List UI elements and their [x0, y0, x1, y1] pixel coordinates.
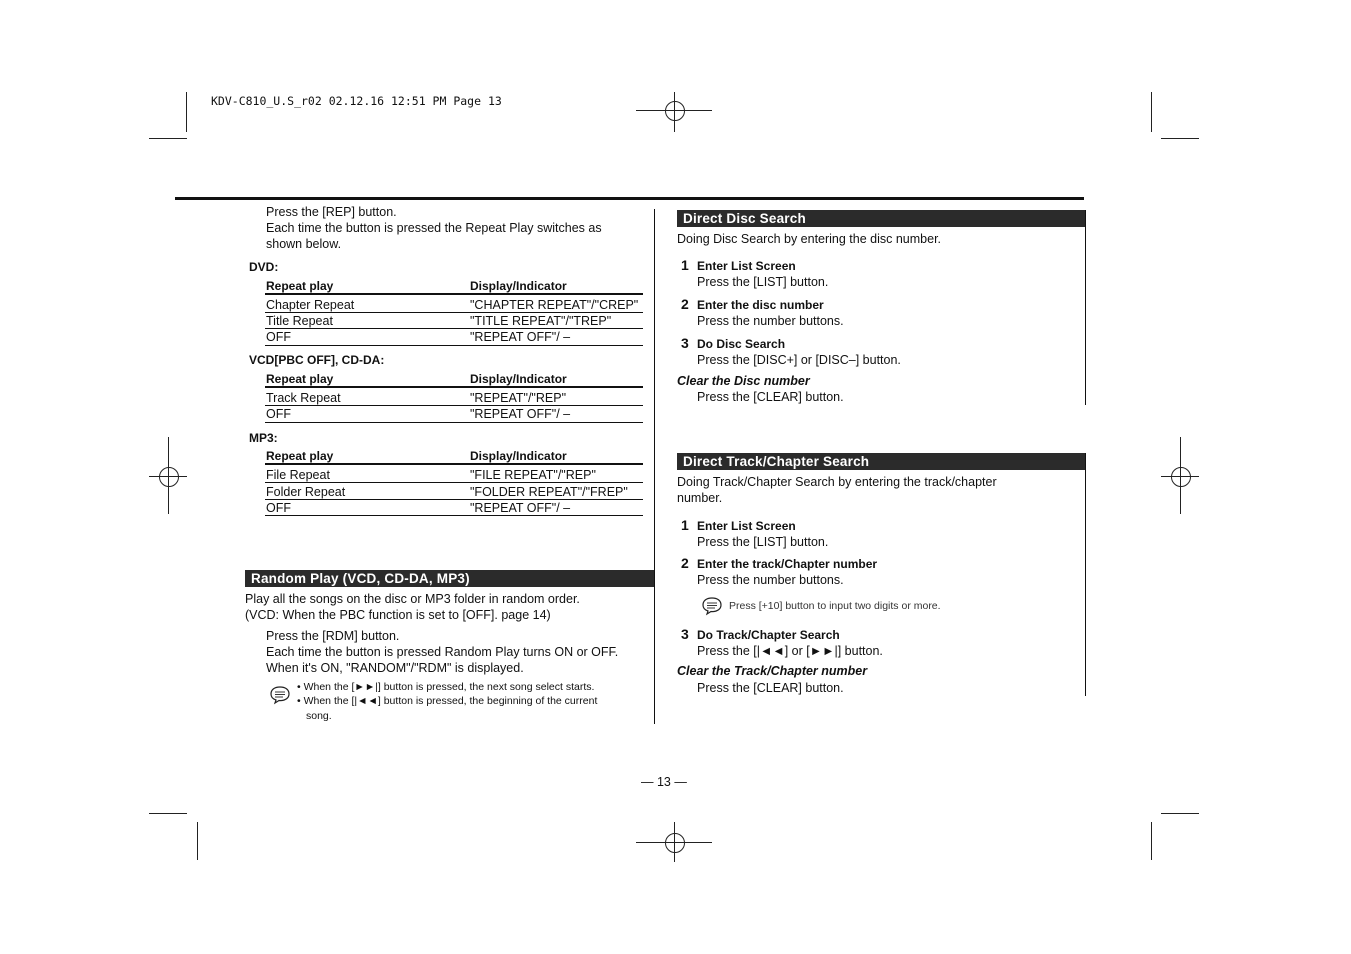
page-number: — 13 — [641, 775, 687, 789]
step-title: Enter the disc number [697, 298, 824, 312]
column-header-repeat: Repeat play [266, 279, 334, 293]
step-text: Press the number buttons. [697, 314, 844, 328]
table-rule [265, 293, 643, 295]
subheading: Clear the Track/Chapter number [677, 664, 868, 678]
table-rule [265, 463, 643, 465]
crop-mark [197, 822, 198, 860]
table-cell: Chapter Repeat [266, 298, 355, 312]
table-cell: "REPEAT OFF"/ – [470, 501, 571, 515]
section-rule [1085, 210, 1086, 405]
note-text: Press [+10] button to input two digits or more. [729, 600, 941, 612]
crop-mark [1151, 92, 1152, 132]
intro-text: Each time the button is pressed the Repeat Play switches as [266, 221, 602, 235]
mp3-label: MP3: [249, 431, 278, 445]
column-header-repeat: Repeat play [266, 449, 334, 463]
crop-mark [1151, 822, 1152, 860]
crop-mark [186, 92, 187, 132]
table-rule [265, 345, 643, 346]
body-text: Press the [CLEAR] button. [697, 681, 844, 695]
body-text: Play all the songs on the disc or MP3 folder in random order. [245, 592, 580, 606]
step-text: Press the [LIST] button. [697, 535, 829, 549]
section-rule [1085, 453, 1086, 696]
table-rule [265, 405, 643, 406]
crop-mark [149, 138, 187, 139]
registration-circle [1171, 467, 1191, 487]
table-cell: "REPEAT"/"REP" [470, 391, 567, 405]
subheading: Clear the Disc number [677, 374, 810, 388]
step-title: Enter List Screen [697, 519, 796, 533]
note-text: • When the [|◄◄] button is pressed, the beginning of the current [297, 695, 598, 707]
table-cell: "CHAPTER REPEAT"/"CREP" [470, 298, 639, 312]
body-text: (VCD: When the PBC function is set to [OFF]. page 14) [245, 608, 551, 622]
step-text: Press the [DISC+] or [DISC–] button. [697, 353, 901, 367]
section-title: Direct Track/Chapter Search [677, 453, 1086, 470]
column-header-display: Display/Indicator [470, 279, 567, 293]
table-cell: "FOLDER REPEAT"/"FREP" [470, 485, 628, 499]
note-text: • When the [►►|] button is pressed, the next song select starts. [297, 681, 595, 693]
table-cell: "REPEAT OFF"/ – [470, 330, 571, 344]
note-icon [269, 685, 291, 705]
section-title: Direct Disc Search [677, 210, 1086, 227]
table-cell: File Repeat [266, 468, 330, 482]
column-header-display: Display/Indicator [470, 372, 567, 386]
file-info: KDV-C810_U.S_r02 02.12.16 12:51 PM Page 13 [211, 94, 502, 108]
column-divider [654, 209, 655, 724]
step-text: Press the [|◄◄] or [►►|] button. [697, 644, 883, 658]
step-title: Enter the track/Chapter number [697, 557, 878, 571]
body-text: When it's ON, "RANDOM"/"RDM" is displayed. [266, 661, 524, 675]
body-text: Doing Track/Chapter Search by entering the track/chapter [677, 475, 997, 489]
column-header-repeat: Repeat play [266, 372, 334, 386]
registration-circle [665, 833, 685, 853]
step-number: 3 [681, 335, 689, 351]
crop-mark [1161, 813, 1199, 814]
vcd-label: VCD[PBC OFF], CD-DA: [249, 353, 385, 367]
section-rule [654, 570, 655, 587]
table-rule [265, 386, 643, 388]
column-header-display: Display/Indicator [470, 449, 567, 463]
body-text: Doing Disc Search by entering the disc number. [677, 232, 942, 246]
step-number: 1 [681, 517, 689, 533]
step-title: Enter List Screen [697, 259, 796, 273]
table-cell: Title Repeat [266, 314, 333, 328]
step-title: Do Disc Search [697, 337, 786, 351]
step-number: 2 [681, 555, 689, 571]
step-number: 3 [681, 626, 689, 642]
table-rule [265, 422, 643, 423]
table-rule [265, 515, 643, 516]
dvd-label: DVD: [249, 260, 279, 274]
intro-text: shown below. [266, 237, 342, 251]
top-rule [175, 197, 1084, 200]
table-cell: OFF [266, 330, 291, 344]
body-text: Press the [RDM] button. [266, 629, 400, 643]
step-text: Press the [LIST] button. [697, 275, 829, 289]
registration-circle [665, 101, 685, 121]
body-text: number. [677, 491, 723, 505]
table-rule [265, 482, 643, 483]
body-text: Press the [CLEAR] button. [697, 390, 844, 404]
table-cell: OFF [266, 407, 291, 421]
note-text: song. [306, 710, 332, 722]
table-rule [265, 328, 643, 329]
crop-mark [149, 813, 187, 814]
step-number: 2 [681, 296, 689, 312]
step-title: Do Track/Chapter Search [697, 628, 840, 642]
section-title: Random Play (VCD, CD-DA, MP3) [245, 570, 654, 587]
intro-text: Press the [REP] button. [266, 205, 397, 219]
table-cell: Folder Repeat [266, 485, 346, 499]
table-cell: OFF [266, 501, 291, 515]
registration-circle [159, 467, 179, 487]
table-rule [265, 499, 643, 500]
table-cell: "TITLE REPEAT"/"TREP" [470, 314, 612, 328]
body-text: Each time the button is pressed Random Play turns ON or OFF. [266, 645, 619, 659]
crop-mark [1161, 138, 1199, 139]
note-icon [701, 596, 723, 616]
table-cell: "FILE REPEAT"/"REP" [470, 468, 596, 482]
table-cell: "REPEAT OFF"/ – [470, 407, 571, 421]
step-number: 1 [681, 257, 689, 273]
table-cell: Track Repeat [266, 391, 341, 405]
step-text: Press the number buttons. [697, 573, 844, 587]
